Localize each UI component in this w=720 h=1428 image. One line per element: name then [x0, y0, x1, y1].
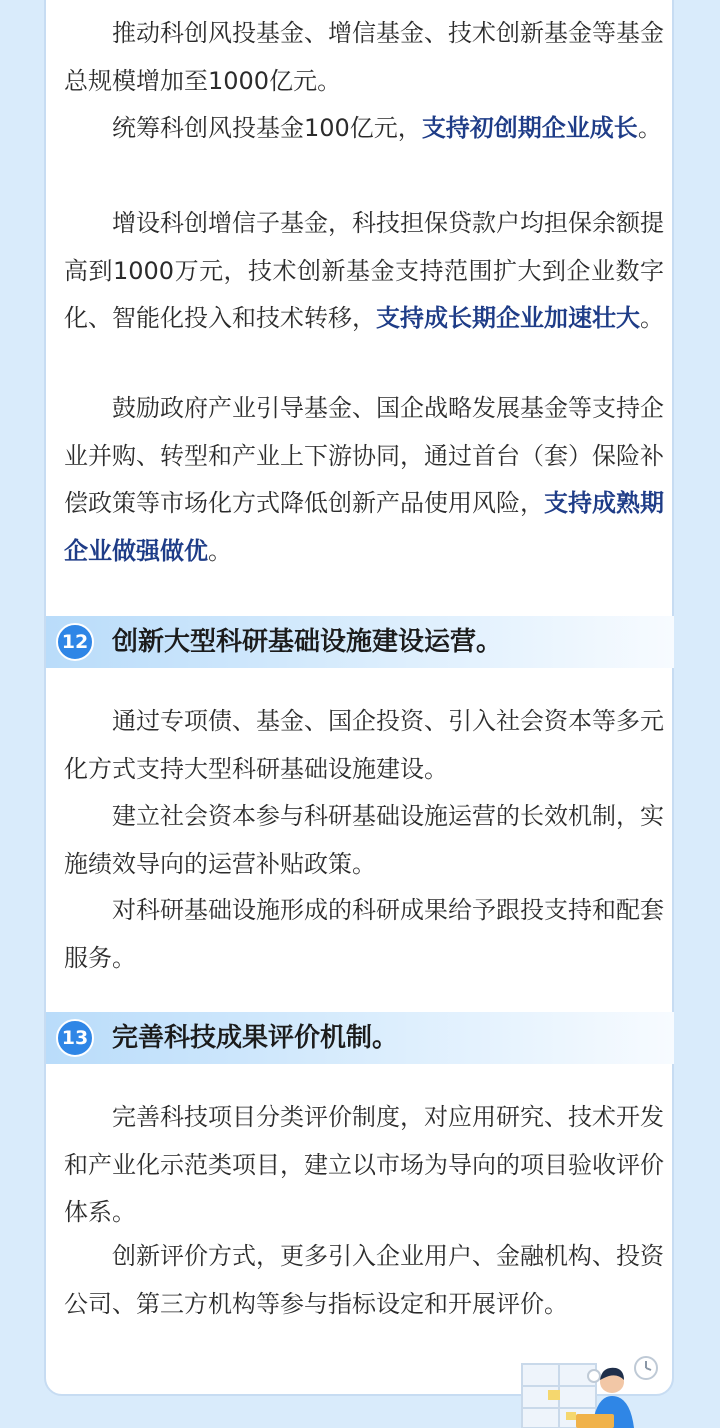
section-title: 创新大型科研基础设施建设运营。 — [112, 627, 503, 657]
paragraph-growth-support — [64, 200, 664, 343]
section-12-paragraph-1: 通过专项债、基金、国企投资、引入社会资本等多元化方式支持大型科研基础设施建设。 — [64, 707, 664, 783]
section-13-paragraph-1: 完善科技项目分类评价制度，对应用研究、技术开发和产业化示范类项目，建立以市场为导向的项目验收评价体系。 — [64, 1103, 664, 1226]
paragraph-mature-support — [64, 385, 664, 575]
section-number-badge: 13 — [56, 1019, 94, 1057]
paragraph-startup-support — [64, 105, 664, 153]
section-title: 完善科技成果评价机制。 — [112, 1023, 399, 1053]
section-13-heading — [46, 1012, 674, 1064]
section-12-heading — [46, 616, 674, 668]
section-number-badge: 12 — [56, 623, 94, 661]
section-12-paragraph-3: 对科研基础设施形成的科研成果给予跟投支持和配套服务。 — [64, 896, 664, 972]
paragraph-text: 统筹科创风投基金100亿元， — [112, 114, 422, 142]
paragraph-text: 鼓励政府产业引导基金、国企战略发展基金等支持企业并购、转型和产业上下游协同，通过首台（套）保险补偿政策等市场化方式降低创新产品使用风险， — [64, 394, 664, 517]
paragraph-text: 推动科创风投基金、增信基金、技术创新基金等基金总规模增加至1000亿元。 — [64, 19, 664, 95]
emphasis-text: 支持成长期企业加速壮大 — [376, 304, 640, 332]
section-12-paragraph-2: 建立社会资本参与科研基础设施运营的长效机制，实施绩效导向的运营补贴政策。 — [64, 802, 664, 878]
paragraph-text: 。 — [640, 304, 664, 332]
office-worker-illustration — [520, 1354, 670, 1428]
paragraph-text: 。 — [208, 536, 232, 565]
paragraph-fund-scale — [64, 10, 664, 105]
section-13-paragraph-2: 创新评价方式，更多引入企业用户、金融机构、投资公司、第三方机构等参与指标设定和开展评价。 — [64, 1242, 664, 1318]
emphasis-text: 支持初创期企业成长 — [421, 114, 638, 142]
paragraph-text: 增设科创增信子基金，科技担保贷款户均担保余额提高到1000万元，技术创新基金支持范围扩大到企业数字化、智能化投入和技术转移， — [64, 209, 664, 332]
paragraph-text: 。 — [637, 114, 662, 142]
emphasis-text: 支持成熟期企业做强做优 — [64, 489, 664, 565]
